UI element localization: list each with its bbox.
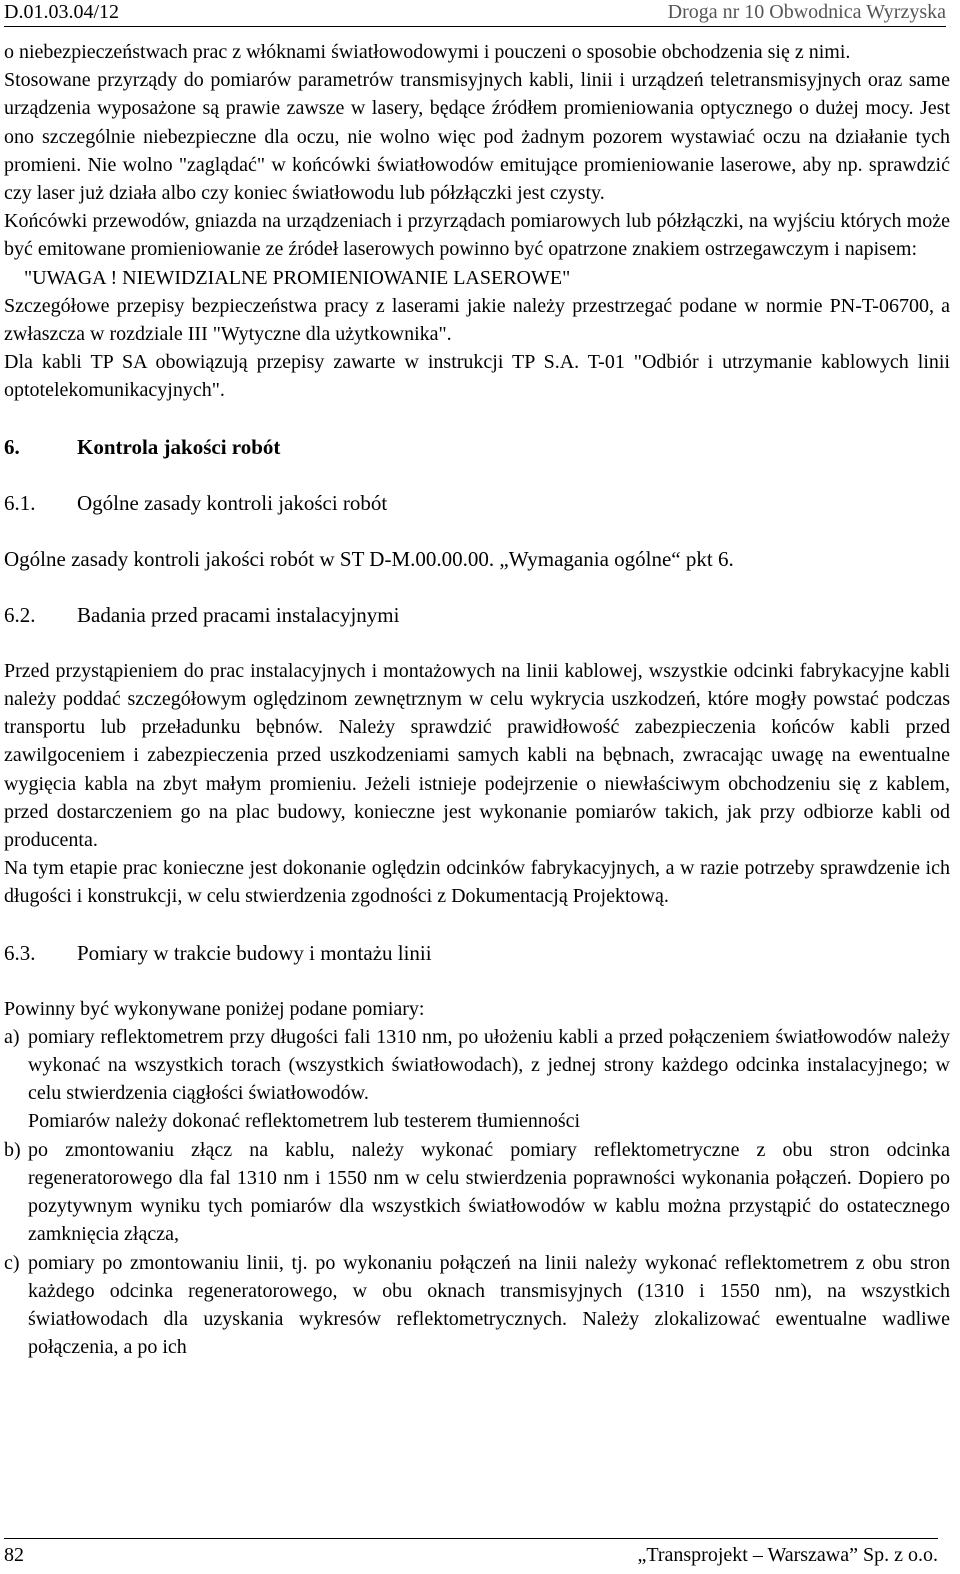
company-name: „Transprojekt – Warszawa” Sp. z o.o. bbox=[637, 1544, 938, 1566]
list-text: pomiary reflektometrem przy długości fali 1310 nm, po ułożeniu kabli a przed połączeniem światłowodów należy wykonać na wszystkich torach (wszystkich światłowodach), z jednej strony każdego odcinka instalacyjnego; w celu stwierdzenia ciągłości światłowodów. bbox=[28, 1025, 950, 1105]
paragraph: Na tym etapie prac konieczne jest dokonanie oględzin odcinków fabrykacyjnych, a w razie potrzeby sprawdzenie ich długości i konstrukcji, w celu stwierdzenia zgodności z Dokumentacją Projektową. bbox=[4, 857, 950, 908]
paragraph: Dla kabli TP SA obowiązują przepisy zawarte w instrukcji TP S.A. T-01 "Odbiór i utrzymanie kablowych linii optotelekomunikacyjnych". bbox=[4, 351, 950, 402]
doc-code: D.01.03.04/12 bbox=[4, 1, 119, 23]
subsection-heading bbox=[4, 601, 950, 629]
list-item bbox=[4, 1023, 950, 1136]
paragraph: Przed przystąpieniem do prac instalacyjnych i montażowych na linii kablowej, wszystkie odcinki fabrykacyjne kabli należy poddać szczegółowym oględzinom zewnętrznym w celu wykrycia uszkodzeń, które mogły powstać podczas transportu lub przeładunku bębnów. Należy sprawdzić prawidłowość zabezpieczenia końców kabli przed zawilgoceniem i zabezpieczenia przed uszkodzeniami samych kabli na bębnach, zwracając uwagę na ewentualne wygięcia kabla na zbyt małym promieniu. Jeżeli istnieje podejrzenie o niewłaściwym obchodzeniu się z kablem, przed dostarczeniem go na plac budowy, konieczne jest wykonanie pomiarów takich, jak przy odbiorze kabli od producenta. bbox=[4, 659, 950, 852]
list-item bbox=[4, 1136, 950, 1249]
section-title: Ogólne zasady kontroli jakości robót bbox=[77, 490, 388, 515]
section-title: Pomiary w trakcie budowy i montażu linii bbox=[77, 940, 432, 965]
list-marker: b) bbox=[4, 1138, 21, 1161]
paragraph: Końcówki przewodów, gniazda na urządzeniach i przyrządach pomiarowych lub półzłączki, na wyjściu których może być emitowane promieniowanie ze źródeł laserowych powinno być opatrzone znakiem ostrzegawczym i napisem: bbox=[4, 210, 950, 261]
warning-text: "UWAGA ! NIEWIDZIALNE PROMIENIOWANIE LASEROWE" bbox=[24, 266, 571, 289]
section-title: Kontrola jakości robót bbox=[77, 434, 281, 459]
subsection-heading bbox=[4, 939, 950, 967]
paragraph: Szczegółowe przepisy bezpieczeństwa pracy z laserami jakie należy przestrzegać podane w normie PN-T-06700, a zwłaszcza w rozdziale III "Wytyczne dla użytkownika". bbox=[4, 294, 950, 346]
subsection-heading bbox=[4, 489, 950, 517]
list-text: po zmontowaniu złącz na kablu, należy wykonać pomiary reflektometryczne z obu stron odcinka regeneratorowego dla fal 1310 nm i 1550 nm w celu stwierdzenia poprawności wykonania połączeń. Dopiero po pozytywnym wyniku tych pomiarów dla wszystkich światłowodów w kablu można przystąpić do ostatecznego zamknięcia złącza, bbox=[28, 1138, 950, 1246]
paragraph: Stosowane przyrządy do pomiarów parametrów transmisyjnych kabli, linii i urządzeń teletransmisyjnych oraz same urządzenia wyposażone są prawie zawsze w lasery, będące źródłem promieniowania optycznego o dużej mocy. Jest ono szczególnie niebezpieczne dla oczu, nie wolno więc pod żadnym pozorem wystawiać oczu na działanie tych promieni. Nie wolno "zaglądać" w końcówki światłowodów emitujące promieniowanie laserowe, aby np. sprawdzić czy laser już działa albo czy koniec światłowodu lub półzłączki jest czysty. bbox=[4, 69, 950, 205]
list-text-extra: Pomiarów należy dokonać reflektometrem lub testerem tłumienności bbox=[28, 1110, 581, 1133]
section-title: Badania przed pracami instalacyjnymi bbox=[77, 602, 400, 627]
project-title: Droga nr 10 Obwodnica Wyrzyska bbox=[667, 1, 946, 23]
page-footer bbox=[4, 1538, 938, 1569]
section-heading bbox=[4, 433, 950, 461]
section-number: 6.3. bbox=[4, 940, 36, 965]
paragraph: Powinny być wykonywane poniżej podane pomiary: bbox=[4, 997, 425, 1020]
list-marker: c) bbox=[4, 1251, 20, 1274]
list-text: pomiary po zmontowaniu linii, tj. po wykonaniu połączeń na linii należy wykonać reflektometrem z obu stron każdego odcinka regeneratorowego, w obu oknach transmisyjnych (1310 i 1550 nm), na wszystkich światłowodach dla uzyskania wykresów reflektometrycznych. Należy zlokalizować ewentualne wadliwe połączenia, a po ich bbox=[28, 1251, 950, 1359]
section-number: 6. bbox=[4, 434, 20, 459]
page-header bbox=[4, 0, 946, 27]
section-number: 6.1. bbox=[4, 490, 36, 515]
paragraph: o niebezpieczeństwach prac z włóknami światłowodowymi i pouczeni o sposobie obchodzenia się z nimi. bbox=[4, 41, 851, 63]
section-number: 6.2. bbox=[4, 602, 36, 627]
page-number: 82 bbox=[4, 1544, 24, 1566]
list-marker: a) bbox=[4, 1025, 20, 1048]
document-body bbox=[4, 38, 950, 1361]
paragraph: Ogólne zasady kontroli jakości robót w ST D-M.00.00.00. „Wymagania ogólne“ pkt 6. bbox=[4, 546, 734, 571]
list-item bbox=[4, 1249, 950, 1362]
